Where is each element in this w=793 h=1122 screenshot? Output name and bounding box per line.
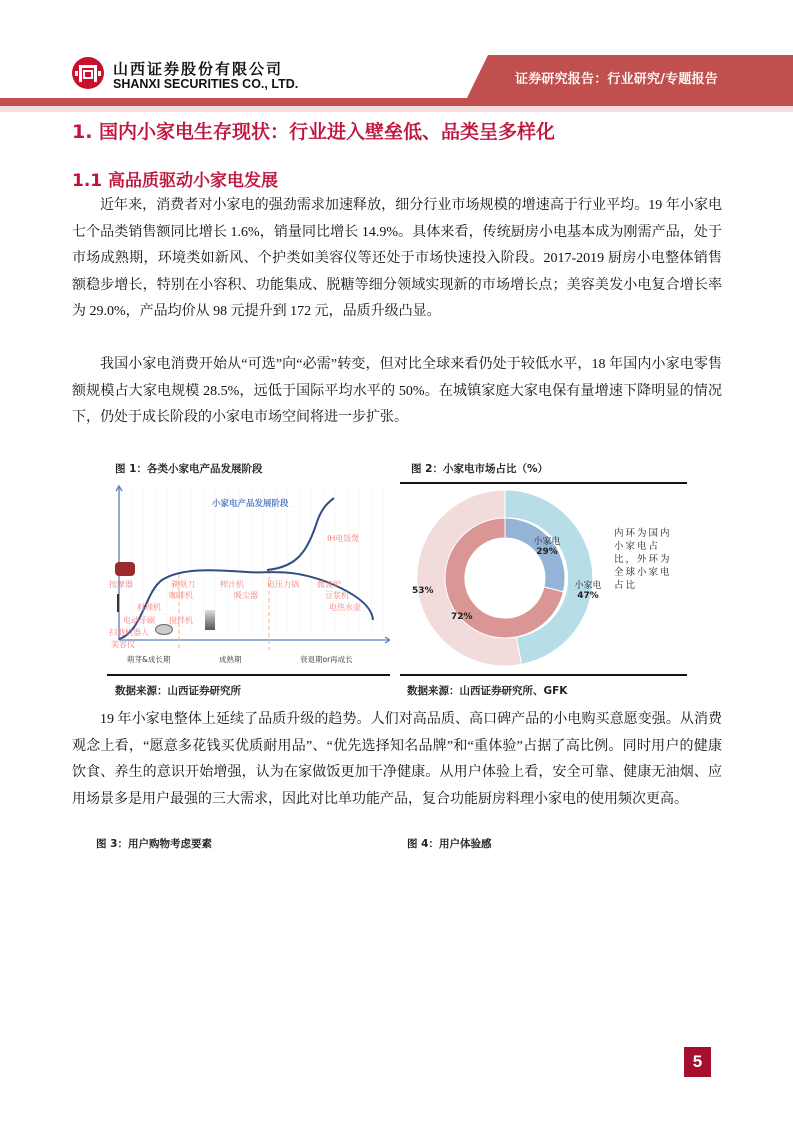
lifecycle-chart [107,482,390,667]
section-heading: 1. 国内小家电生存现状：行业进入壁垒低、品类呈多样化 [72,121,556,143]
label-pressure-cooker: 电压力锅 [267,580,299,589]
figure-2-source: 数据来源：山西证券研究所、GFK [407,685,568,697]
stage-decline: 衰退期or再成长 [300,655,353,664]
donut-legend-note: 内环为国内小家电占比，外环为全球小家电占比 [614,528,672,591]
label-microwave: 微波炉 [317,580,341,589]
chart-title: 小家电产品发展阶段 [212,499,289,509]
stage-mature: 成熟期 [219,655,242,664]
header-rule-light [0,106,793,112]
label-soymilk: 豆浆机 [325,591,349,600]
figure-1-bottom-rule [107,674,390,676]
outer-rest-value: 53% [412,586,434,596]
label-robot-vacuum: 扫地机器人 [109,628,149,637]
label-mixer: 搅拌机 [169,616,193,625]
label-ih-cooker: IH电饭煲 [327,534,360,543]
figure-1-source: 数据来源：山西证券研究所 [115,685,241,697]
figure-1-title: 图 1：各类小家电产品发展阶段 [115,463,263,475]
label-kettle: 电热水壶 [329,603,361,612]
inner-ring-label: 小家电 29% [533,537,561,557]
paragraph-1: 近年来，消费者对小家电的强劲需求加速释放，细分行业市场规模的增速高于行业平均。19 年小家电七个品类销售额同比增长 1.6%，销量同比增长 14.9%。具体来看，传统厨房小电基本成为刚需产品，处于市场成熟期，环境类如新风、个护类如美容仪等还处于市场快速投入阶段。2017-2019 厨房小电整体销售额稳步增长，特别在小容积、功能集成、脱糖等细分领域实现新的市场增长点；美容美发小电复合增长率为 29.0%，产品均价从 98 元提升到 172 元，品质升级凸显。 [72,198,722,319]
massage-chair-image [115,562,135,576]
inner-rest-value: 72% [451,612,473,622]
figure-2-title: 图 2：小家电市场占比（%） [411,463,548,475]
page-number-badge: 5 [684,1047,711,1077]
header-rule [0,98,793,106]
subsection-heading: 1.1 高品质驱动小家电发展 [72,171,279,191]
stage-growth: 萌芽&成长期 [127,655,171,664]
figure-2-top-rule [400,482,687,484]
label-vacuum: 吸尘器 [234,591,258,600]
label-blender-cook: 料理机 [137,603,161,612]
paragraph-3: 19 年小家电整体上延续了品质升级的趋势。人们对高品质、高口碑产品的小电购买意愿变强。从消费观念上看，“愿意多花钱买优质耐用品”、“优先选择知名品牌”和“重体验”占据了高比例。同时用户的健康饮食、养生的意识开始增强，认为在家做饭更加干净健康。从用户体验上看，安全可靠、健康无油烟、应用场景多是用户最强的三大需求，因此对比单功能产品，复合功能厨房料理小家电的使用频次更高。 [72,712,722,807]
figure-4-title: 图 4：用户体验感 [407,838,492,850]
figure-2-bottom-rule [400,674,687,676]
figure-3-title: 图 3：用户购物考虑要素 [96,838,212,850]
outer-ring-label: 小家电 47% [574,581,602,601]
label-massager: 按摩器 [109,580,133,589]
blender-image [205,610,215,630]
company-logo-icon [71,56,105,90]
robot-vacuum-image [155,624,173,635]
company-name-en: SHANXI SECURITIES CO., LTD. [113,77,299,91]
label-toothbrush: 电动牙刷 [123,616,155,625]
figure-1-chart [107,482,390,667]
paragraph-2: 我国小家电消费开始从“可选”向“必需”转变，但对比全球来看仍处于较低水平，18 年国内小家电零售额规模占大家电规模 28.5%，远低于国际平均水平的 50%。在城镇家庭大家电保有量增速下降明显的情况下，仍处于成长阶段的小家电市场空间将进一步扩张。 [72,357,722,425]
label-coffee: 咖啡机 [169,591,193,600]
label-juicer: 榨汁机 [220,580,244,589]
company-name-cn: 山西证券股份有限公司 [113,60,284,78]
toothbrush-image [117,594,119,612]
label-shaver: 剃须刀 [171,580,195,589]
report-type: 证券研究报告：行业研究/专题报告 [515,72,718,87]
label-beauty-device: 美容仪 [111,640,135,649]
